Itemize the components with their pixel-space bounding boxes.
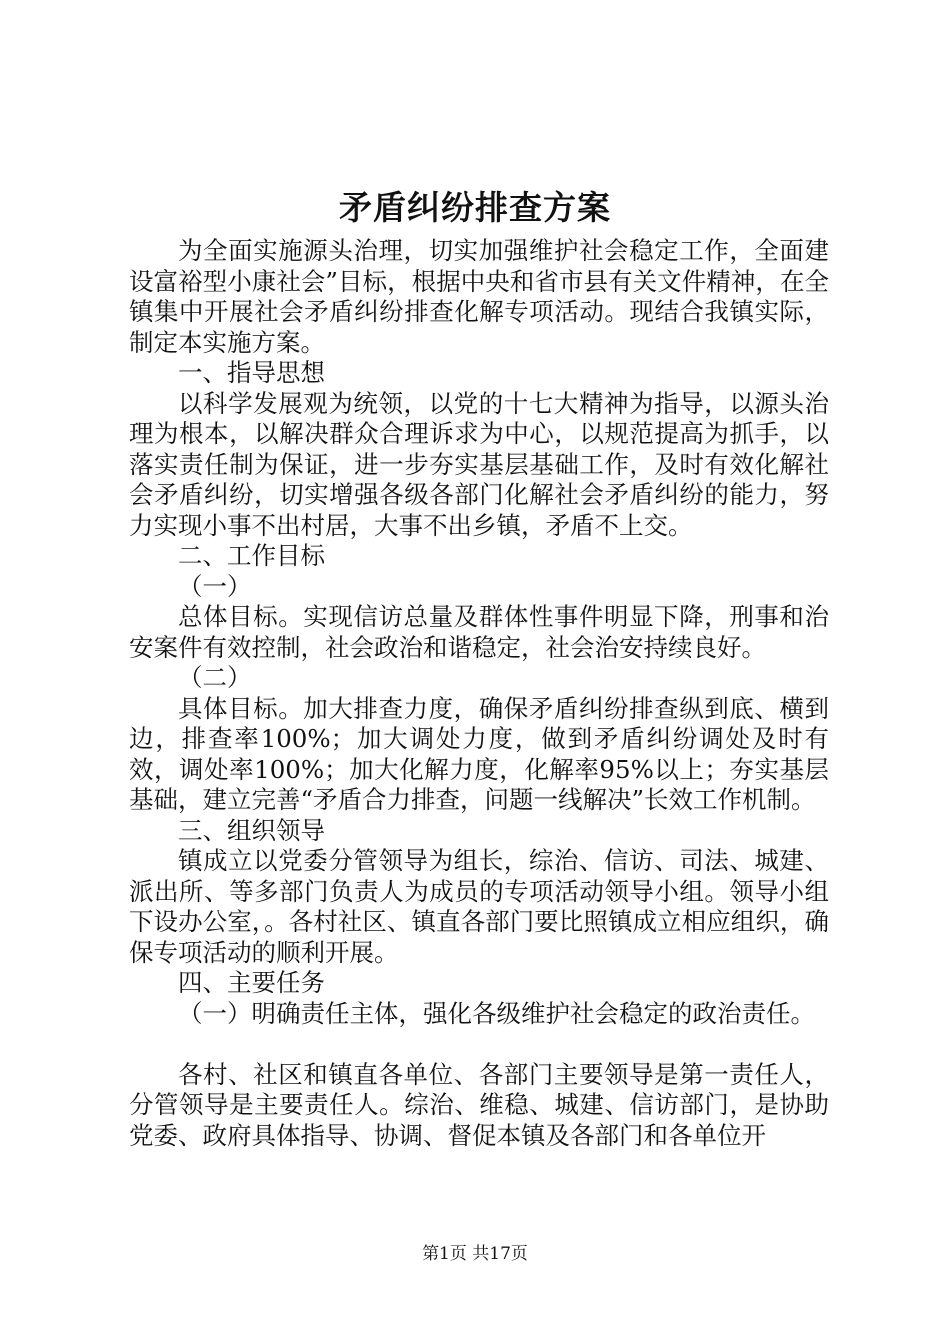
blank-line [129,1029,829,1060]
section-heading-work-goals: 二、工作目标 [178,541,325,570]
subsection-marker-1: （一） [178,571,252,601]
specific-goal-paragraph: 具体目标。加大排查力度，确保矛盾纠纷排查纵到底、横到边，排查率100%；加大调处力度，做到矛盾纠纷调处及时有效，调处率100%；加大化解力度，化解率95%以上；夯实基层基础，建立完善“矛盾合力排查，问题一线解决”长效工作机制。 [129,693,829,814]
intro-paragraph: 为全面实施源头治理，切实加强维护社会稳定工作，全面建设富裕型小康社会”目标，根据中央和省市县有关文件精神，在全镇集中开展社会矛盾纠纷排查化解专项活动。现结合我镇实际，制定本实施方案。 [129,236,829,357]
responsibility-paragraph: 各村、社区和镇直各单位、各部门主要领导是第一责任人，分管领导是主要责任人。综治、维稳、城建、信访部门，是协助党委、政府具体指导、协调、督促本镇及各部门和各单位开 [129,1059,829,1150]
section-heading-guiding-ideology: 一、指导思想 [178,358,325,387]
subsection-marker-2: （二） [178,663,252,692]
organization-paragraph: 镇成立以党委分管领导为组长，综治、信访、司法、城建、派出所、等多部门负责人为成员的专项活动领导小组。领导小组下设办公室，。各村社区、镇直各部门要比照镇成立相应组织，确保专项活动的顺利开展。 [129,846,829,967]
section-heading-organization: 三、组织领导 [178,815,325,845]
document-body [129,236,829,1151]
section-heading-main-tasks: 四、主要任务 [178,968,325,997]
overall-goal-paragraph: 总体目标。实现信访总量及群体性事件明显下降，刑事和治安案件有效控制，社会政治和谐稳定，社会治安持续良好。 [129,602,829,662]
document-title: 矛盾纠纷排查方案 [339,188,611,227]
page-indicator: 第1页 共17页 [422,1244,528,1264]
main-task-1-heading: （一）明确责任主体，强化各级维护社会稳定的政治责任。 [178,998,815,1028]
guiding-ideology-paragraph: 以科学发展观为统领，以党的十七大精神为指导，以源头治理为根本，以解决群众合理诉求为中心，以规范提高为抓手，以落实责任制为保证，进一步夯实基层基础工作，及时有效化解社会矛盾纠纷，切实增强各级各部门化解社会矛盾纠纷的能力，努力实现小事不出村居，大事不出乡镇，矛盾不上交。 [129,388,829,540]
